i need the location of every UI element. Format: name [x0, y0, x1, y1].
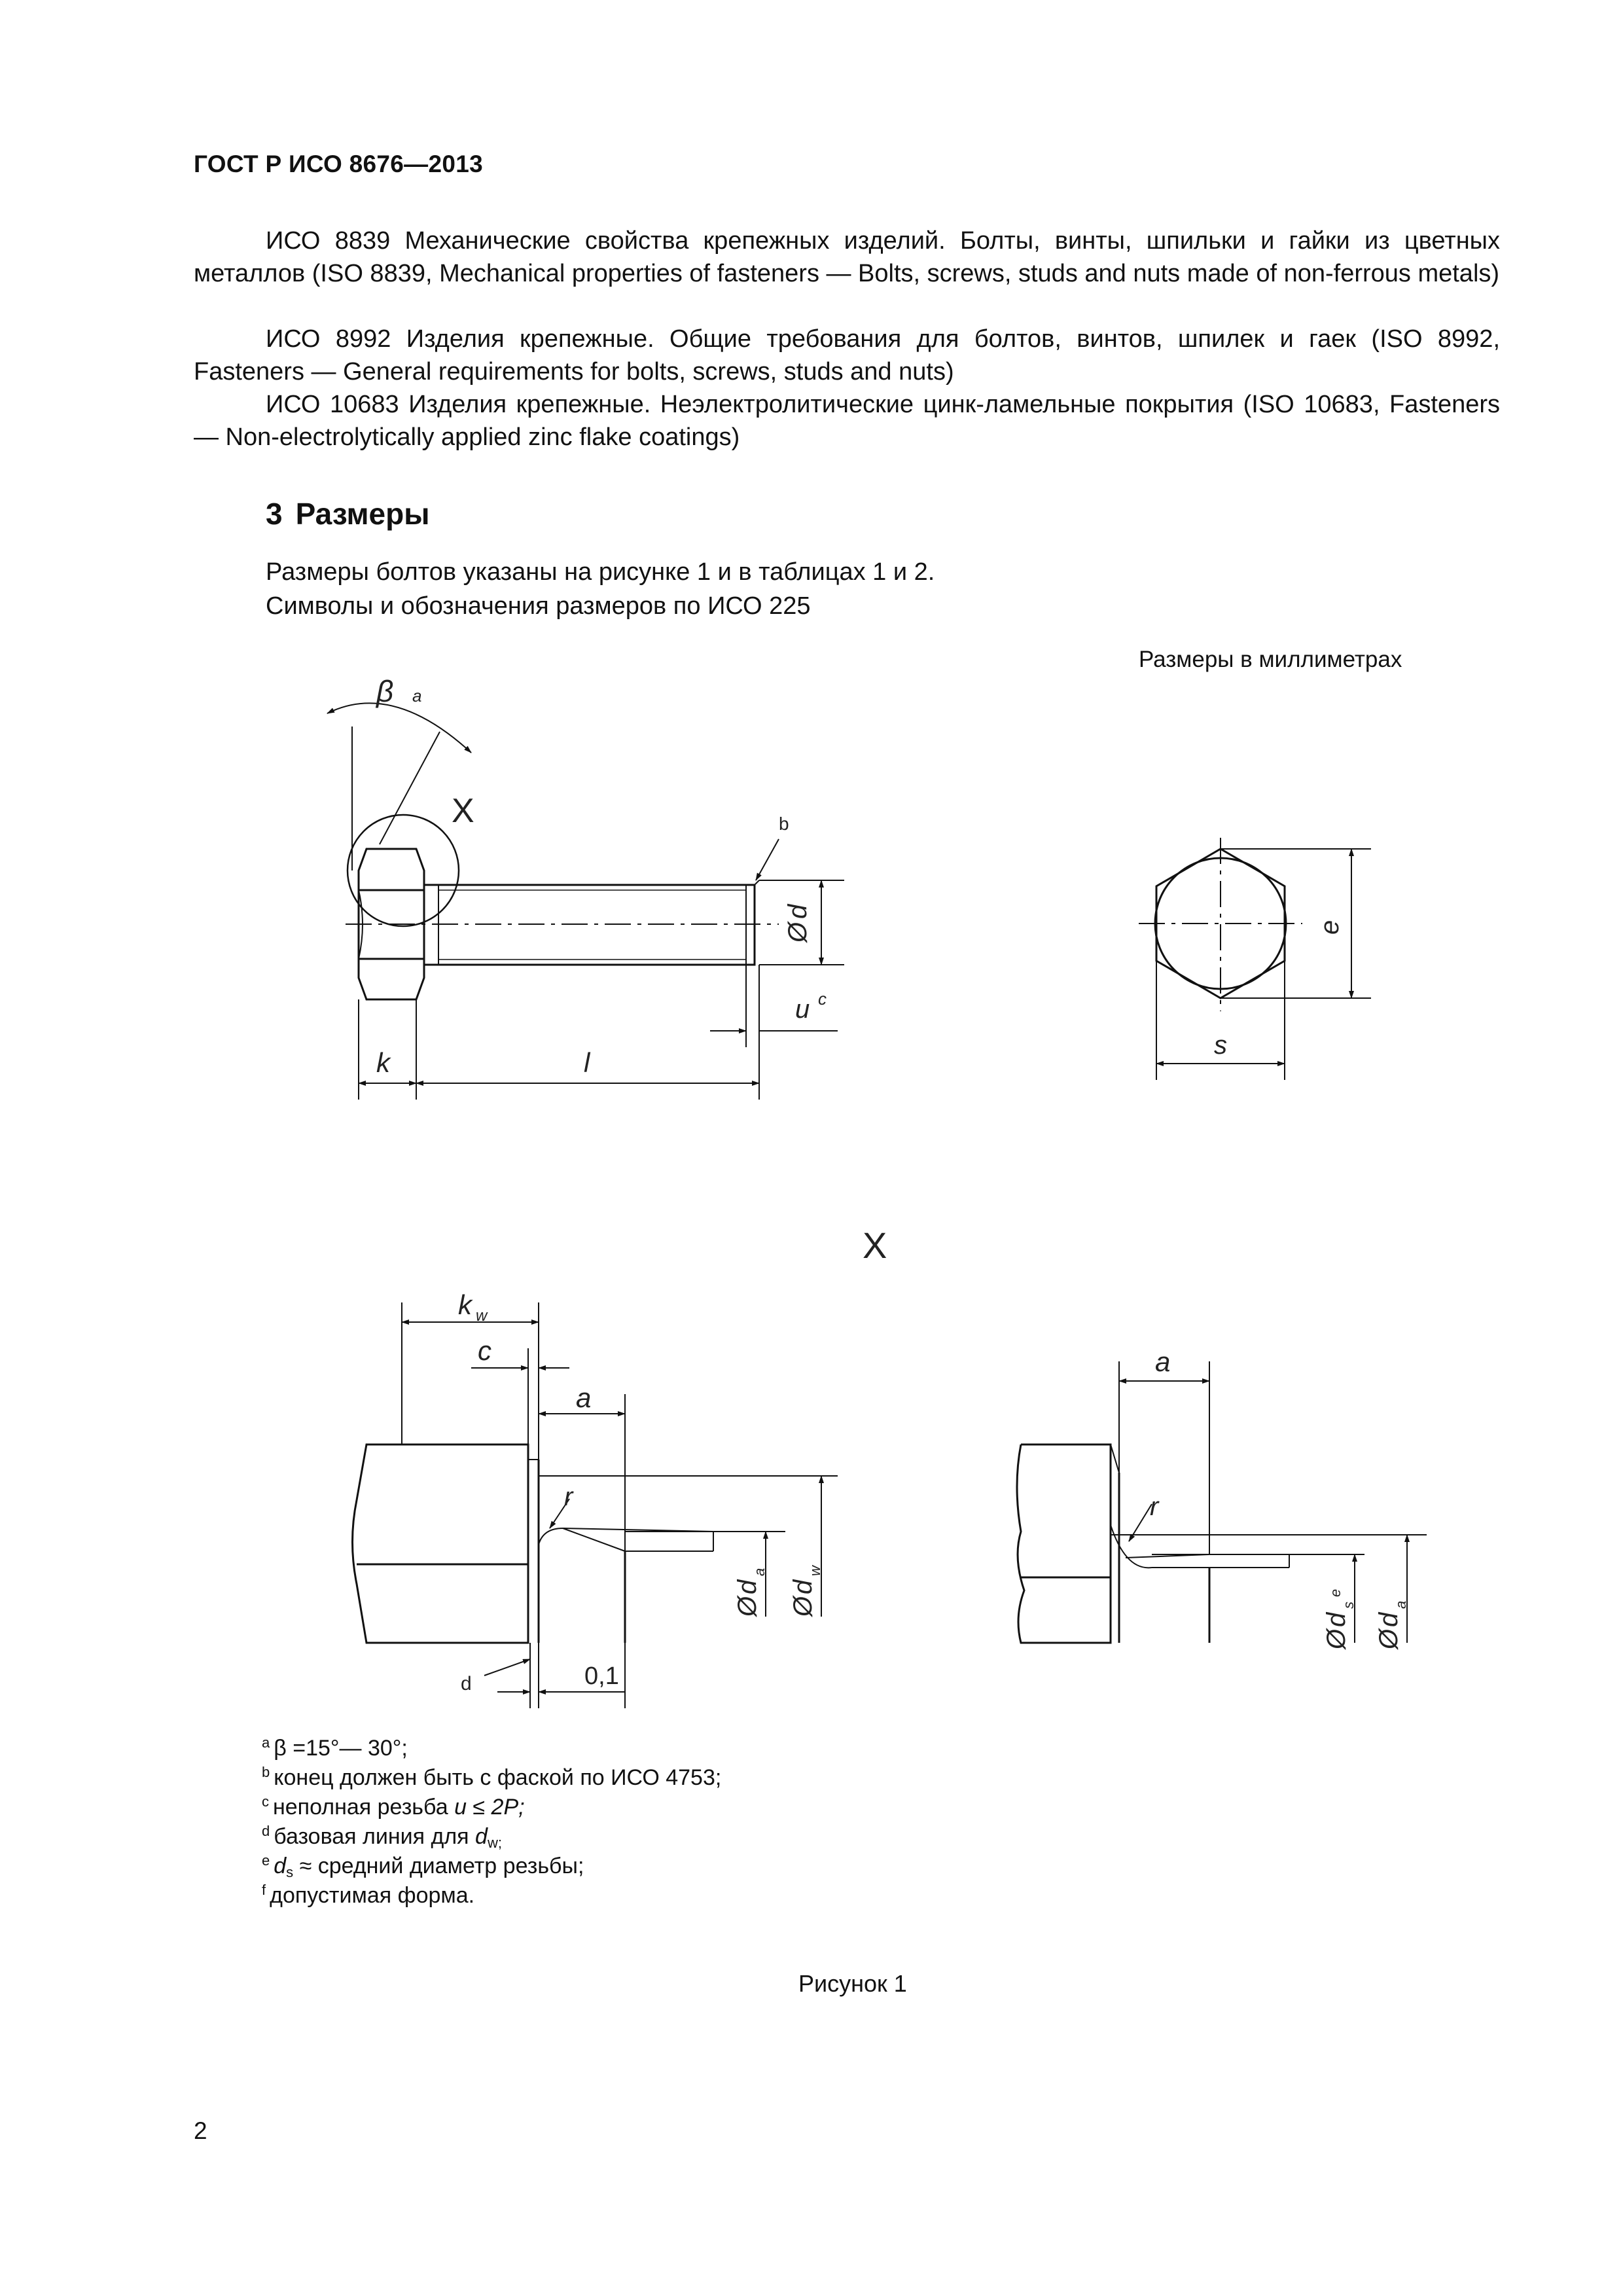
beta-footnote-mark: a	[412, 686, 422, 706]
section-title: Размеры	[295, 497, 430, 531]
da-sub-right: a	[1393, 1600, 1409, 1609]
section-number: 3	[266, 497, 283, 531]
k-label: k	[376, 1047, 390, 1078]
detail-x-left-drawing	[353, 1444, 714, 1643]
bolt-side-view	[348, 815, 759, 999]
figure-caption: Рисунок 1	[798, 1970, 907, 1997]
ds-phi: Ø	[1322, 1628, 1351, 1649]
r-label-right: r	[1150, 1492, 1159, 1521]
document-header: ГОСТ Р ИСО 8676—2013	[194, 151, 483, 177]
e-s-dimensions	[1156, 849, 1371, 1080]
ds-sub: s	[1340, 1602, 1357, 1609]
chamfer-footnote-mark: b	[779, 814, 789, 834]
u-footnote-mark: c	[818, 989, 827, 1009]
r-label-left: r	[564, 1482, 573, 1511]
reference-iso-8839: ИСО 8839 Механические свойства крепежных изделий. Болты, винты, шпильки и гайки из цветных металлов (ISO 8839, Mechanical properties of fasteners — Bolts, screws, studs and nuts made of non-ferrous metals)	[194, 227, 1500, 287]
dw-sub: w	[807, 1566, 823, 1576]
end-view-centrelines	[1139, 838, 1302, 1011]
d-label: d	[783, 904, 812, 919]
da-sub-left: a	[751, 1568, 768, 1576]
da-label-right: d	[1374, 1612, 1403, 1627]
footnote-a: $^a$ β =15°— 30°;	[262, 1734, 408, 1761]
intro-line-1: Размеры болтов указаны на рисунке 1 и в таблицах 1 и 2.	[266, 558, 935, 586]
units-note: Размеры в миллиметрах	[1139, 647, 1402, 672]
e-label: e	[1315, 920, 1344, 935]
page-number: 2	[194, 2117, 207, 2144]
kw-label: k	[458, 1289, 472, 1320]
reference-iso-10683: ИСО 10683 Изделия крепежные. Неэлектролитические цинк-ламельные покрытия (ISO 10683, Fasteners — Non-electrolytically applied zinc flake coatings)	[194, 391, 1500, 451]
u-label: u	[795, 995, 810, 1024]
beta-label: β	[376, 674, 394, 708]
ds-label: d	[1322, 1612, 1351, 1627]
ds-footnote-mark: e	[1327, 1588, 1344, 1597]
detail-x-label: X	[452, 792, 474, 830]
footnote-f: $^f$ допустимая форма.	[262, 1882, 475, 1908]
detail-x-left-dimensions	[402, 1302, 838, 1708]
k-l-dimensions	[359, 999, 759, 1100]
detail-x-right-drawing	[1017, 1444, 1289, 1643]
da-label-left: d	[733, 1579, 762, 1594]
d-phi-label: Ø	[783, 922, 812, 942]
intro-line-2: Символы и обозначения размеров по ИСО 225	[266, 592, 811, 620]
chamfer-leader	[756, 839, 779, 880]
footnote-b: $^b$ конец должен быть с фаской по ИСО 4753;	[262, 1764, 722, 1790]
tolerance-label: 0,1	[584, 1662, 619, 1690]
dw-phi: Ø	[789, 1596, 817, 1617]
dw-label: d	[789, 1579, 817, 1594]
kw-subscript: w	[476, 1307, 488, 1325]
footnote-e: $^e$ $d_s$ ≈ средний диаметр резьбы;	[262, 1852, 584, 1880]
a-label-left: a	[576, 1382, 592, 1413]
da-phi-left: Ø	[733, 1596, 762, 1617]
detail-x-heading: X	[863, 1225, 887, 1266]
reference-iso-8992: ИСО 8992 Изделия крепежные. Общие требования для болтов, винтов, шпилек и гаек (ISO 8992, Fasteners — General requirements for bolts, screws, studs and nuts)	[194, 325, 1500, 386]
s-label: s	[1214, 1031, 1227, 1060]
footnote-d: $^d$ базовая линия для $d_{w;}$	[262, 1823, 502, 1851]
a-label-right: a	[1155, 1346, 1171, 1377]
c-label: c	[478, 1335, 491, 1366]
l-label: l	[584, 1047, 590, 1078]
da-phi-right: Ø	[1374, 1628, 1403, 1649]
baseline-footnote-mark: d	[461, 1673, 472, 1695]
beta-angle-dimension	[327, 703, 471, 870]
footnote-c: $^c$ неполная резьба u ≤ 2P;	[262, 1793, 525, 1820]
